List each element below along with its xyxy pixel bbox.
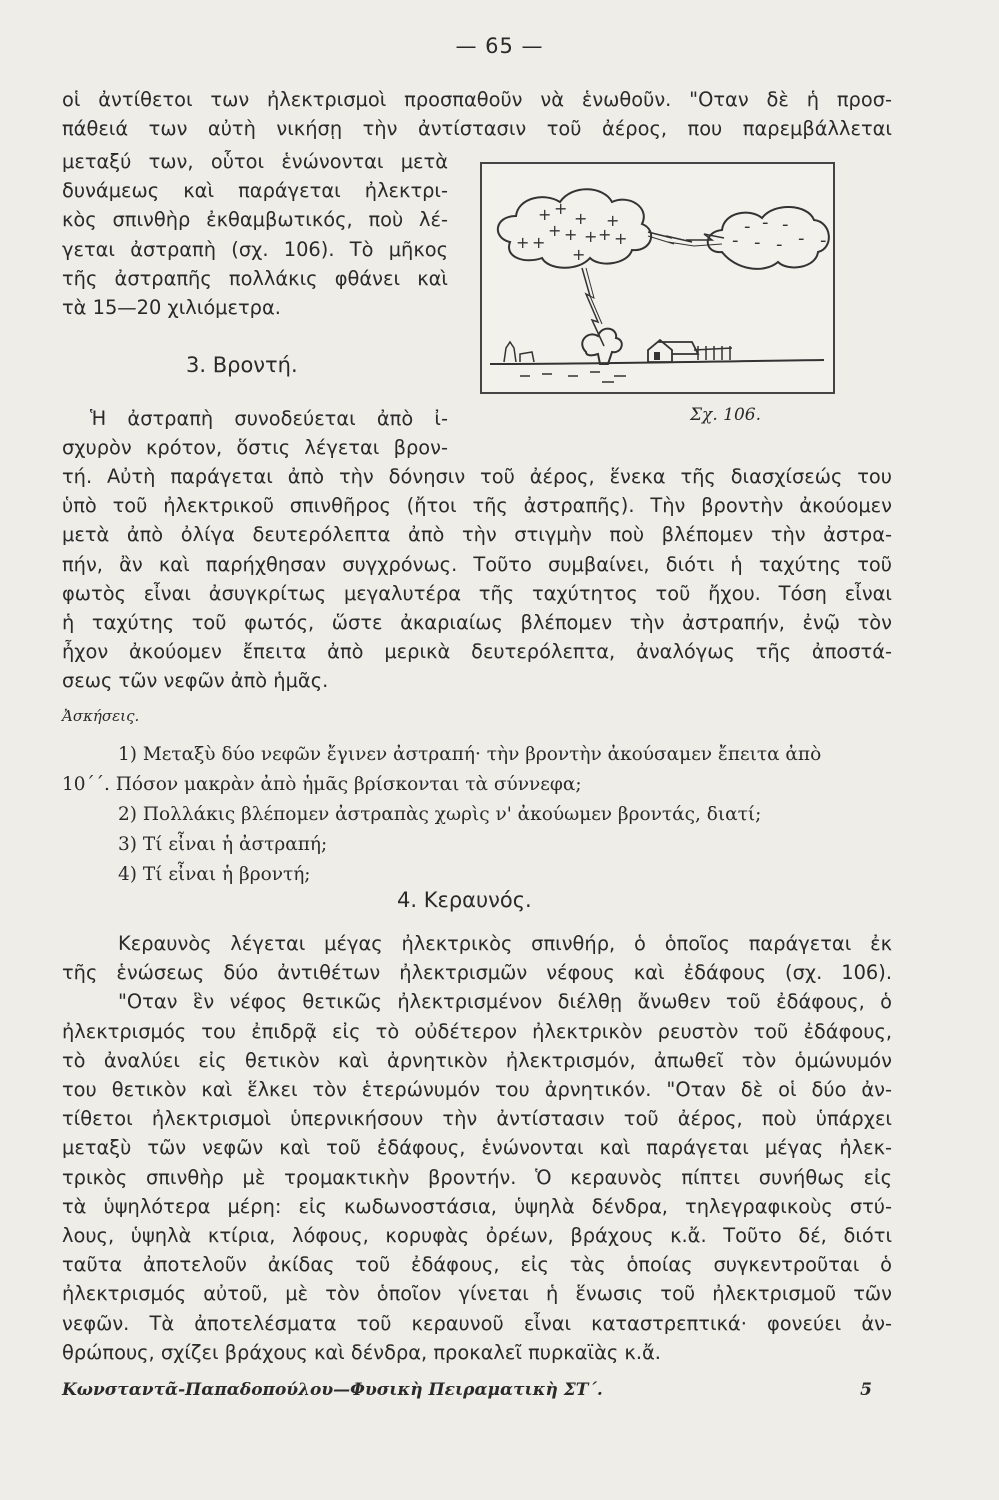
plus-sign: + [532, 233, 546, 252]
footer-title: Κωνσταντᾶ-Παπαδοπούλου—Φυσικὴ Πειραματικὴ ΣΤ΄. [62, 1380, 603, 1400]
text-line: τῆς ἀστραπῆς πολλάκις φθάνει καὶ [62, 266, 448, 290]
text-line: Κεραυνὸς λέγεται μέγας ἠλεκτρικὸς σπινθήρ, ὁ ὁποῖος παράγεται ἐκ [118, 932, 892, 955]
plus-sign: + [574, 209, 588, 228]
text-line: γεται ἀστραπὴ (σχ. 106). Τὸ μῆκος [62, 237, 448, 261]
fence [694, 346, 732, 360]
section-4-paragraph [62, 929, 892, 1367]
positive-charges [516, 199, 627, 264]
text-line: του θετικὸν καὶ ἕλκει τὸν ἑτερώνυμόν του ἀρνητικόν. "Οταν δὲ οἱ δύο ἀν- [62, 1078, 892, 1102]
text-line: "Οταν ἓν νέφος θετικῶς ἠλεκτρισμένον διέλθῃ ἄνωθεν τοῦ ἐδάφους, ὁ [118, 990, 892, 1014]
plus-sign: + [572, 245, 586, 264]
text-line: τὸ ἀναλύει εἰς θετικὸν καὶ ἀρνητικὸν ἠλεκτρισμόν, ἀπωθεῖ τὸν ὁμώνυμόν [62, 1048, 892, 1072]
text-line: ἦχον ἀκούομεν ἔπειτα ἀπὸ μερικὰ δευτερόλεπτα, ἀναλόγως τῆς ἀποστά- [62, 640, 892, 664]
minus-sign: - [776, 234, 783, 255]
text-line: οἱ ἀντίθετοι των ἠλεκτρισμοὶ προσπαθοῦν νὰ ἑνωθοῦν. "Οταν δὲ ἡ προσ- [62, 88, 892, 111]
exercise-item: 4) Τί εἶναι ἡ βροντή; [118, 864, 311, 885]
exercise-item: 3) Τί εἶναι ἡ ἀστραπή; [118, 834, 328, 855]
text-line: τίθετοι ἠλεκτρισμοὶ ὑπερνικήσουν τὴν ἀντίστασιν τοῦ ἀέρος, ποὺ ὑπάρχει [62, 1107, 892, 1131]
ground-line [490, 360, 824, 364]
text-line: σχυρὸν κρότον, ὅστις λέγεται βρον- [62, 436, 448, 459]
intro-paragraph [62, 85, 892, 143]
figure-caption: Σχ. 106. [690, 405, 761, 425]
minus-sign: - [820, 230, 827, 251]
exercise-item: 1) Μεταξὺ δύο νεφῶν ἔγινεν ἀστραπή· τὴν βροντὴν ἀκούσαμεν ἔπειτα ἀπὸ [118, 744, 822, 765]
minus-sign: - [732, 230, 739, 251]
text-line: τὰ 15—20 χιλιόμετρα. [62, 296, 281, 320]
text-line: ἡ ταχύτης τοῦ φωτός, ὥστε ἀκαριαίως βλέπομεν τὴν ἀστραπήν, ἐνῷ τὸν [62, 611, 892, 635]
exercises-title: Ἀσκήσεις. [62, 707, 140, 725]
minus-sign: - [754, 232, 761, 253]
text-line: λους, ὑψηλὰ κτίρια, λόφους, κορυφὰς ὀρέων, βράχους κ.ἄ. Τοῦτο δέ, διότι [62, 1224, 892, 1248]
text-line: θρώπους, σχίζει βράχους καὶ δένδρα, προκαλεῖ πυρκαϊὰς κ.ἄ. [62, 1340, 661, 1364]
plus-sign: + [606, 211, 620, 230]
text-line: τρικὸς σπινθὴρ μὲ τρομακτικὴν βροντήν. Ὁ κεραυνὸς πίπτει συνήθως εἰς [62, 1165, 892, 1189]
plus-sign: + [548, 221, 562, 240]
text-line: πήν, ἂν καὶ παρήχθησαν συγχρόνως. Τοῦτο συμβαίνει, διότι ἡ ταχύτης τοῦ [62, 552, 892, 576]
text-line: φωτὸς εἶναι ἀσυγκρίτως μεγαλυτέρα τῆς ταχύτητος τοῦ ἤχου. Τόση εἶναι [62, 581, 892, 605]
signature-mark: 5 [860, 1380, 872, 1400]
minus-sign: - [782, 214, 789, 235]
page-footer [62, 1380, 892, 1400]
text-line: ἠλεκτρισμός αὐτοῦ, μὲ τὸν ὁποῖον γίνεται ἡ ἕνωσις τοῦ ἠλεκτρισμοῦ τῶν [62, 1282, 892, 1306]
figure-106 [480, 162, 835, 394]
minus-sign: - [744, 216, 751, 237]
page-number: — 65 — [455, 34, 544, 58]
section-3-side-paragraph-2 [62, 433, 448, 462]
plus-sign: + [538, 205, 552, 224]
text-line: ὑπὸ τοῦ ἠλεκτρικοῦ σπινθῆρος (ἤτοι τῆς ἀστραπῆς). Τὴν βροντὴν ἀκούομεν [62, 494, 892, 518]
tree [582, 329, 622, 364]
plus-sign: + [614, 229, 628, 248]
text-line: κὸς σπινθὴρ ἐκθαμβωτικός, ποὺ λέ- [62, 208, 448, 232]
minus-sign: - [762, 212, 769, 233]
section-3-side-paragraph [90, 404, 448, 433]
exercises-list [62, 740, 892, 890]
text-line: ἠλεκτρισμός του ἐπιδρᾷ εἰς τὸ οὐδέτερον ἠλεκτρικὸν ρευστὸν τοῦ ἐδάφους, [62, 1019, 892, 1043]
text-line: τή. Αὐτὴ παράγεται ἀπὸ τὴν δόνησιν τοῦ ἀέρος, ἕνεκα τῆς διασχίσεώς του [62, 465, 892, 488]
text-line: σεως τῶν νεφῶν ἀπὸ ἡμᾶς. [62, 669, 329, 693]
minus-sign: - [798, 228, 805, 249]
plus-sign: + [554, 199, 568, 218]
text-line: μεταξύ των, οὗτοι ἑνώνονται μετὰ [62, 150, 448, 173]
text-line: ταῦτα ἀποτελοῦν ἀκίδας τοῦ ἐδάφους, εἰς τὰς ὁποίας συγκεντροῦται ὁ [62, 1253, 892, 1277]
exercise-item: 10΄΄. Πόσον μακρὰν ἀπὸ ἡμᾶς βρίσκονται τὰ σύννεφα; [62, 774, 582, 795]
section-4-heading: 4. Κεραυνός. [397, 888, 532, 912]
section-3-paragraph [62, 462, 892, 696]
text-line: νεφῶν. Τὰ ἀποτελέσματα τοῦ κεραυνοῦ εἶναι καταστρεπτικά· φονεύει ἀν- [62, 1311, 892, 1335]
exercise-item: 2) Πολλάκις βλέπομεν ἀστραπὰς χωρὶς ν' ἀκούωμεν βροντάς, διατί; [118, 804, 762, 825]
text-line: τῆς ἑνώσεως δύο ἀντιθέτων ἠλεκτρισμῶν νέφους καὶ ἐδάφους (σχ. 106). [62, 961, 892, 985]
side-paragraph [62, 147, 448, 322]
plus-sign: + [598, 225, 612, 244]
text-line: μετὰ ἀπὸ ὀλίγα δευτερόλεπτα ἀπὸ τὴν στιγμὴν ποὺ βλέπομεν τὴν ἀστρα- [62, 523, 892, 547]
lightning-illustration [482, 164, 833, 392]
text-line: Ἡ ἀστραπὴ συνοδεύεται ἀπὸ ἰ- [90, 407, 448, 430]
ground-marks [520, 372, 626, 382]
text-line: μεταξὺ τῶν νεφῶν καὶ τοῦ ἐδάφους, ἑνώνονται καὶ παράγεται μέγας ἠλεκ- [62, 1136, 892, 1160]
plus-sign: + [564, 225, 578, 244]
plus-sign: + [584, 227, 598, 246]
text-line: δυνάμεως καὶ παράγεται ἠλεκτρι- [62, 179, 448, 203]
small-building [504, 342, 534, 362]
plus-sign: + [516, 233, 530, 252]
section-3-heading: 3. Βροντή. [186, 353, 298, 377]
text-line: πάθειά των αὐτὴ νικήσῃ τὴν ἀντίστασιν τοῦ ἀέρος, που παρεμβάλλεται [62, 117, 892, 141]
text-line: τὰ ὑψηλότερα μέρη: εἰς κωδωνοστάσια, ὑψηλὰ δένδρα, τηλεγραφικοὺς στύ- [62, 1194, 892, 1218]
